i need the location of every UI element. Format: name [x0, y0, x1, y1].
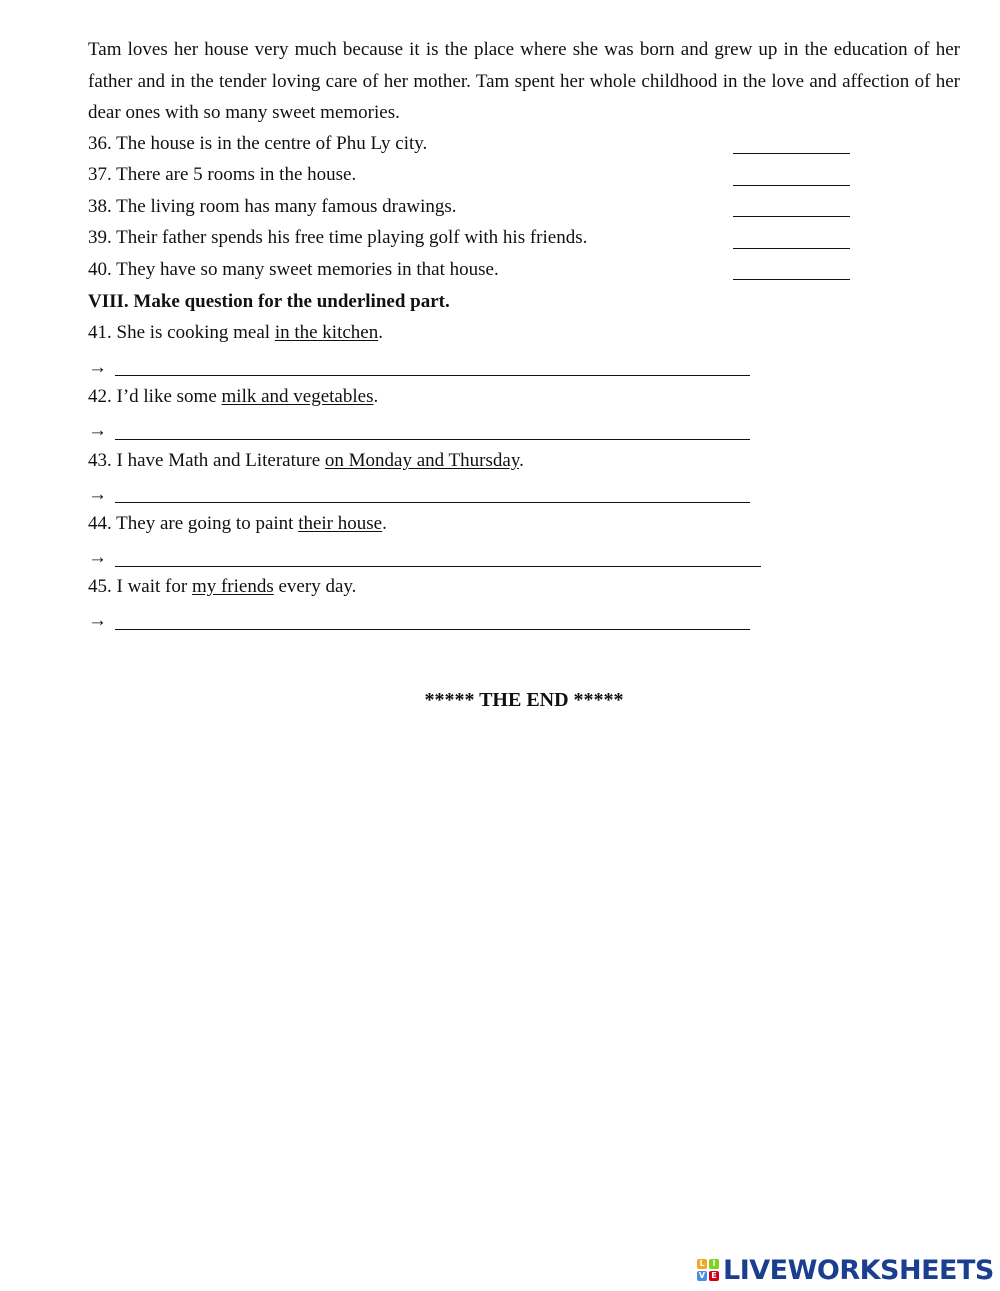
- tf-statement-40: 40. They have so many sweet memories in that house.: [88, 259, 499, 280]
- logo-letter-e: E: [709, 1271, 719, 1281]
- arrow-icon: →: [88, 420, 107, 441]
- question-44-underlined: their house: [298, 513, 383, 534]
- tf-answer-blank-37[interactable]: [733, 185, 850, 186]
- liveworksheets-logo: [697, 1255, 994, 1285]
- tf-answer-blank-36[interactable]: [733, 153, 850, 154]
- answer-line-44[interactable]: [115, 566, 761, 567]
- tf-statement-36: 36. The house is in the centre of Phu Ly city.: [88, 133, 428, 154]
- arrow-icon: →: [88, 610, 107, 631]
- logo-text: LIVEWORKSHEETS: [723, 1254, 994, 1286]
- question-42-text: 42. I’d like some: [88, 386, 222, 407]
- reading-passage: Tam loves her house very much because it is the place where she was born and grew up in the education of her father and in the tender loving care of her mother. Tam spent her whole childhood in the love and affection of her dear ones with so many sweet memories.: [88, 39, 960, 123]
- the-end: ***** THE END *****: [424, 689, 624, 711]
- question-41: 41. She is cooking meal in the kitchen.: [88, 322, 383, 343]
- logo-letter-i: I: [709, 1259, 719, 1269]
- tf-statement-38: 38. The living room has many famous drawings.: [88, 196, 457, 217]
- tf-statement-37: 37. There are 5 rooms in the house.: [88, 164, 357, 185]
- question-41-underlined: in the kitchen: [274, 322, 379, 343]
- question-43-text: 43. I have Math and Literature: [88, 450, 325, 471]
- answer-line-43[interactable]: [115, 502, 750, 503]
- question-45-text: 45. I wait for: [88, 576, 192, 597]
- question-45-underlined: my friends: [191, 576, 274, 597]
- tf-answer-blank-39[interactable]: [733, 248, 850, 249]
- question-43-underlined: on Monday and Thursday: [324, 450, 520, 471]
- logo-letter-l: L: [697, 1259, 707, 1269]
- answer-line-42[interactable]: [115, 439, 750, 440]
- arrow-icon: →: [88, 547, 107, 568]
- question-42: 42. I’d like some milk and vegetables.: [88, 386, 379, 407]
- tf-answer-blank-40[interactable]: [733, 279, 850, 280]
- answer-line-41[interactable]: [115, 375, 750, 376]
- question-41-text: 41. She is cooking meal: [88, 322, 275, 343]
- question-45: 45. I wait for my friends every day.: [88, 576, 357, 597]
- answer-line-45[interactable]: [115, 629, 750, 630]
- question-43: 43. I have Math and Literature on Monday and Thursday.: [88, 450, 524, 471]
- arrow-icon: →: [88, 357, 107, 378]
- tf-statement-39: 39. Their father spends his free time playing golf with his friends.: [88, 227, 588, 248]
- arrow-icon: →: [88, 484, 107, 505]
- question-44: 44. They are going to paint their house.: [88, 513, 387, 534]
- tf-answer-blank-38[interactable]: [733, 216, 850, 217]
- logo-grid-icon: [697, 1259, 719, 1281]
- logo-letter-v: V: [698, 1271, 706, 1280]
- section-heading: VIII. Make question for the underlined part.: [88, 291, 450, 312]
- question-42-underlined: milk and vegetables: [221, 386, 374, 407]
- question-44-text: 44. They are going to paint: [88, 513, 299, 534]
